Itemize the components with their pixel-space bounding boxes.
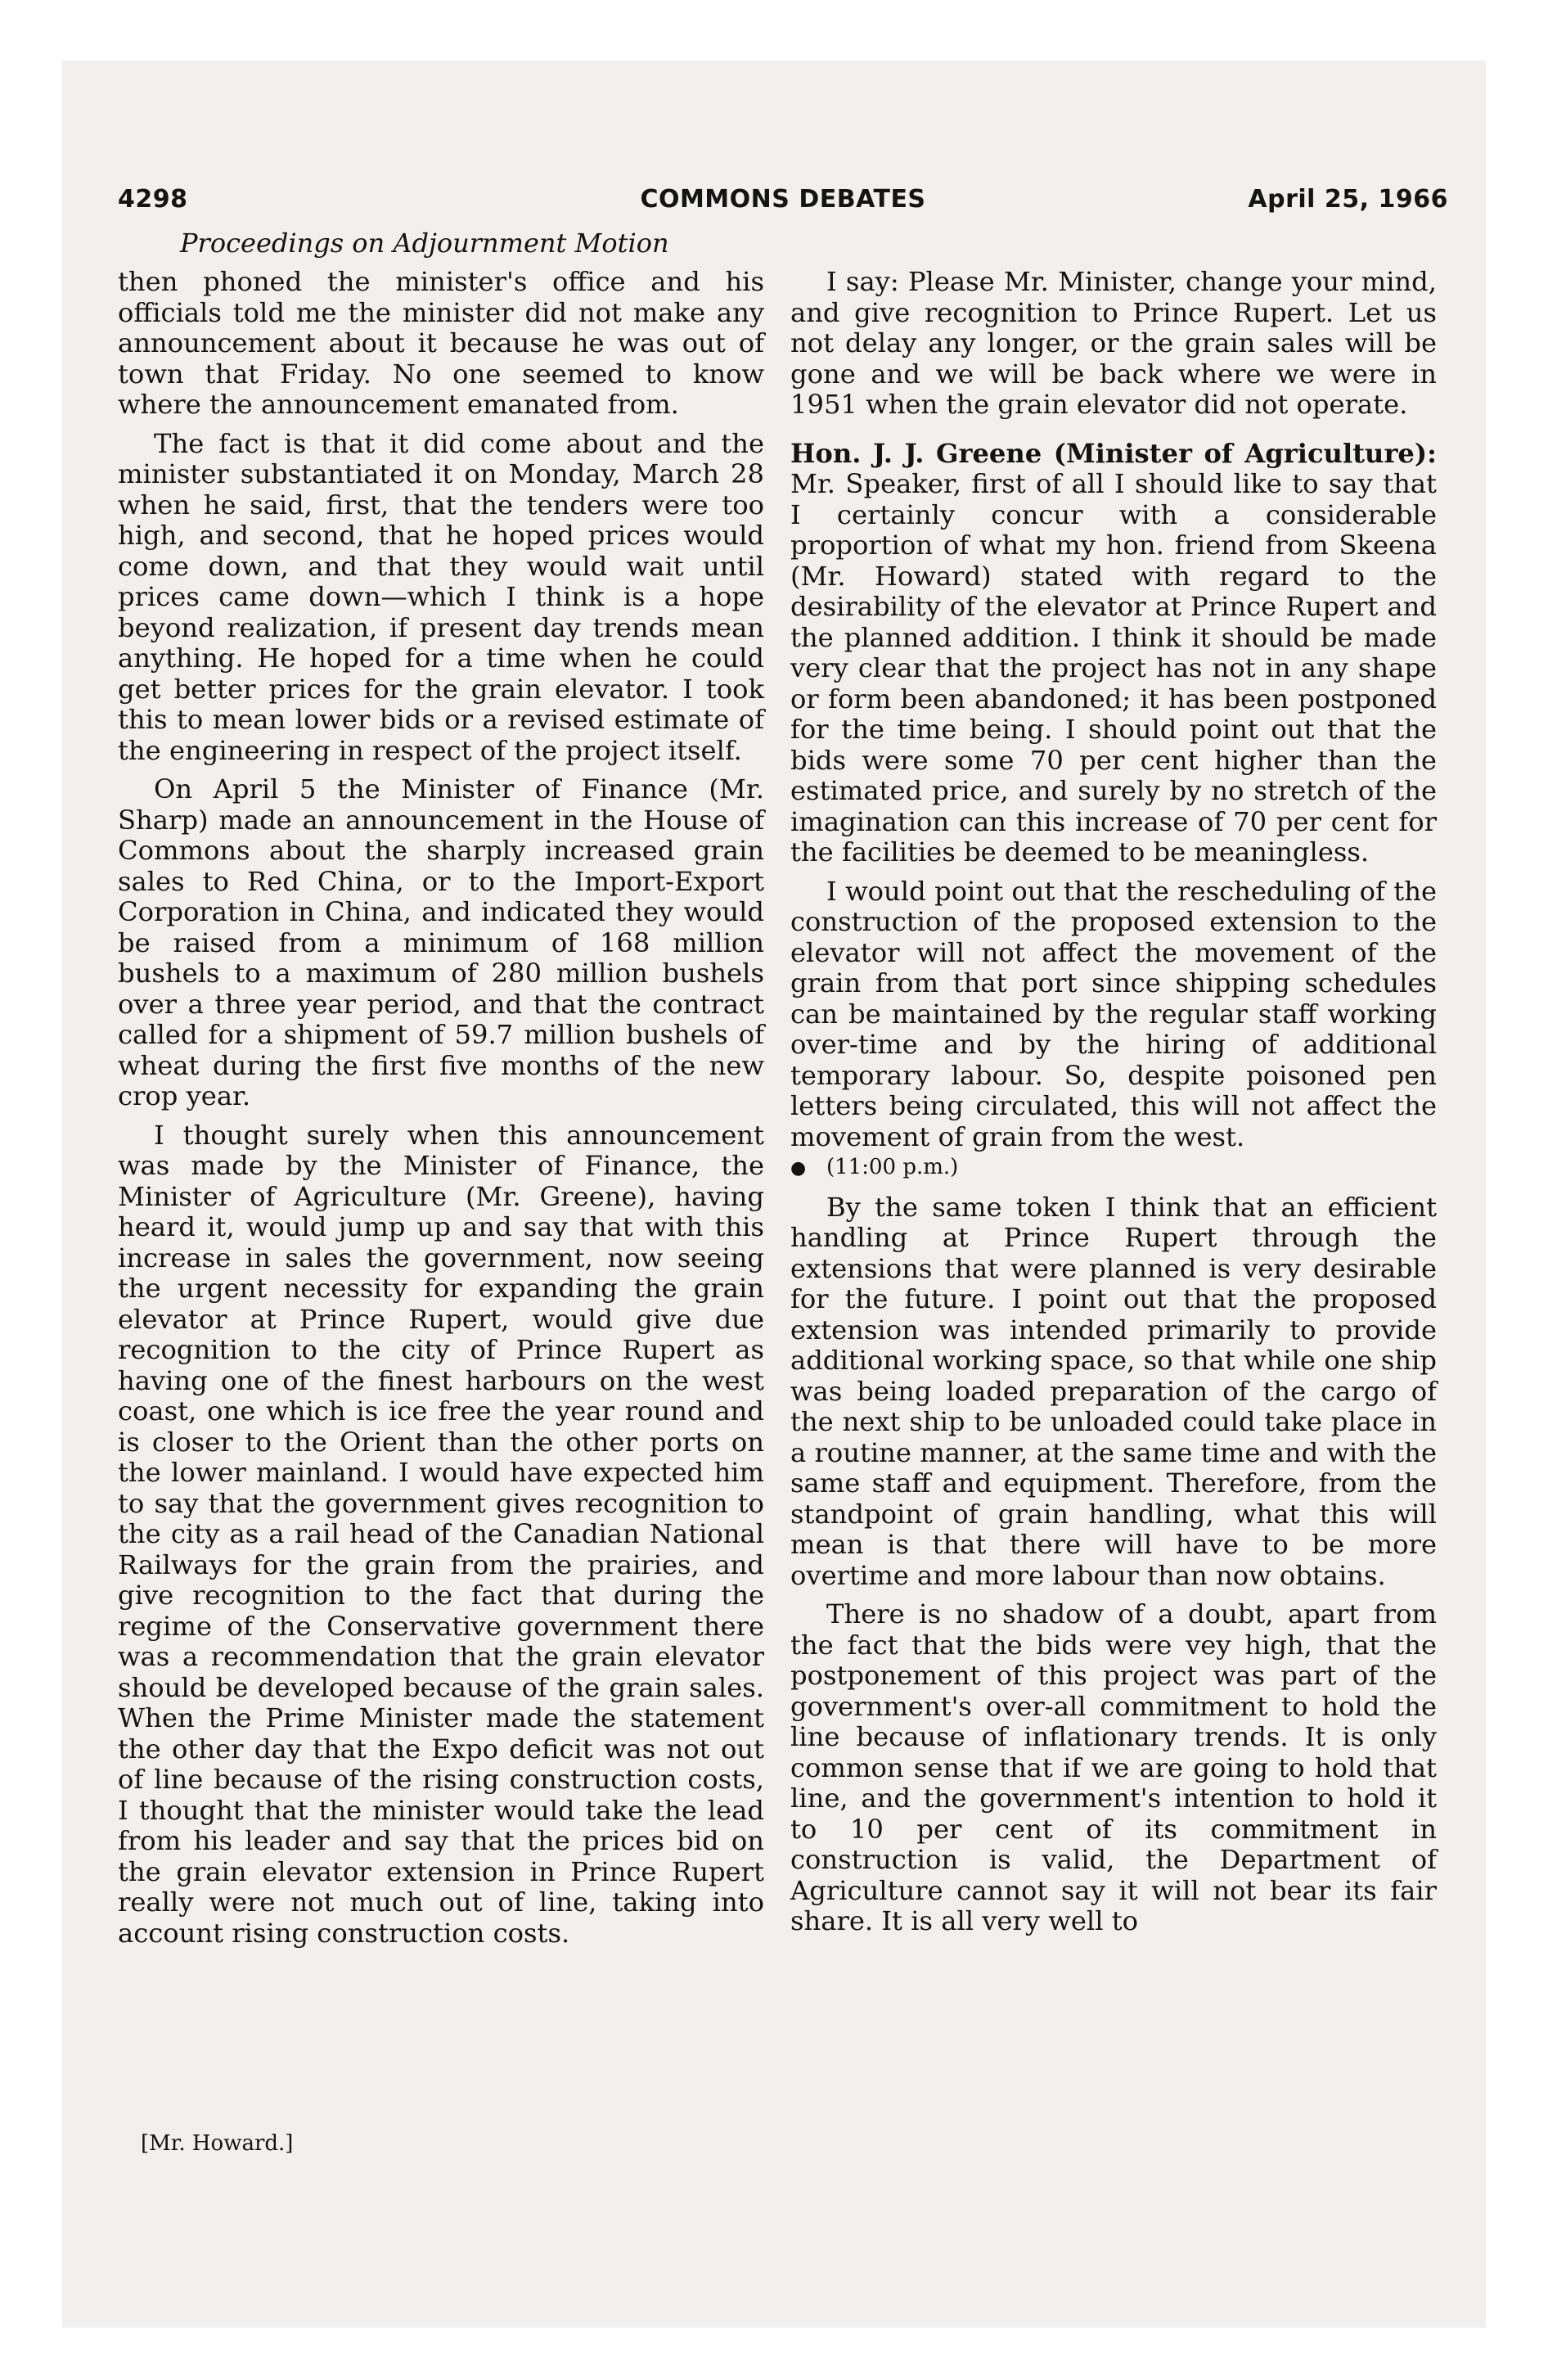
left-column — [118, 267, 764, 1949]
paragraph: There is no shadow of a doubt, apart from the fact that the bids were vey high, that the postponement of this project was part of the government's over-all commitment to hold the line because of inflationary trends. It is only common sense that if we are going to hold that line, and the government's intention to hold it to 10 per cent of its commitment in construction is valid, the Department of Agriculture cannot say it will not bear its fair share. It is all very well to — [790, 1598, 1437, 1936]
speech-text: Mr. Speaker, first of all I should like to say that I certainly concur with a considerable proportion of what my hon. friend from Skeena (Mr. Howard) stated with regard to the desirability of the elevator at Prince Rupert and the planned addition. I think it should be made very clear that the project has not in any shape or form been abandoned; it has been postponed for the time being. I should point out that the bids were some 70 per cent higher than the estimated price, and surely by no stretch of the imagination can this increase of 70 per cent for the facilities be deemed to be meaningless. — [790, 468, 1437, 868]
issue-date: April 25, 1966 — [1248, 185, 1448, 214]
page-header — [118, 185, 1448, 223]
speech-paragraph — [790, 439, 1437, 868]
paragraph: The fact is that it did come about and the minister substantiated it on Monday, March 28 when he said, first, that the tenders were too high, and second, that he hoped prices would come down, and that they would wait until prices came down—which I think is a hope beyond realization, if present day trends mean anything. He hoped for a time when he could get better prices for the grain elevator. I took this to mean lower bids or a revised estimate of the engineering in respect of the project itself. — [118, 427, 764, 766]
paragraph: By the same token I think that an efficient handling at Prince Rupert through the extensions that were planned is very desirable for the future. I point out that the proposed extension was intended primarily to provide additional working space, so that while one ship was being loaded preparation of the cargo of the next ship to be unloaded could take place in a routine manner, at the same time and with the same staff and equipment. Therefore, from the standpoint of grain handling, what this will mean is that there will have to be more overtime and more labour than now obtains. — [790, 1191, 1437, 1591]
paragraph: then phoned the minister's office and his officials told me the minister did not make any announcement about it because he was out of town that Friday. No one seemed to know where the announcement emanated from. — [118, 266, 764, 420]
paragraph: I would point out that the rescheduling of the construction of the proposed extension to the elevator will not affect the movement of the grain from that port since shipping schedules can be maintained by the regular staff working over-time and by the hiring of additional temporary labour. So, despite poisoned pen letters being circulated, this will not affect the movement of grain from the west. — [790, 875, 1437, 1152]
running-head: Proceedings on Adjournment Motion — [180, 228, 669, 259]
paragraph: On April 5 the Minister of Finance (Mr. Sharp) made an announcement in the House of Commons about the sharply increased grain sales to Red China, or to the Import-Export Corporation in China, and indicated they would be raised from a minimum of 168 million bushels to a maximum of 280 million bushels over a three year period, and that the contract called for a shipment of 59.7 million bushels of wheat during the first five months of the new crop year. — [118, 773, 764, 1111]
time-marker — [790, 1152, 1437, 1184]
paragraph: I thought surely when this announcement was made by the Minister of Finance, the Minister of Agriculture (Mr. Greene), having heard it, would jump up and say that with this increase in sales the government, now seeing the urgent necessity for expanding the grain elevator at Prince Rupert, would give due recognition to the city of Prince Rupert as having one of the finest harbours on the west coast, one which is ice free the year round and is closer to the Orient than the other ports on the lower mainland. I would have expected him to say that the government gives recognition to the city as a rail head of the Canadian National Railways for the grain from the prairies, and give recognition to the fact that during the regime of the Conservative government there was a recommendation that the grain elevator should be developed because of the grain sales. When the Prime Minister made the statement the other day that the Expo deficit was not out of line because of the rising construction costs, I thought that the minister would take the lead from his leader and say that the prices bid on the grain elevator extension in Prince Rupert really were not much out of line, taking into account rising construction costs. — [118, 1119, 764, 1949]
speaker-name: Hon. J. J. Greene (Minister of Agriculture): — [790, 437, 1437, 469]
page-number: 4298 — [118, 185, 188, 214]
publication-title: COMMONS DEBATES — [640, 185, 926, 214]
right-column — [790, 267, 1437, 1937]
bullet-icon: ● — [790, 1158, 807, 1179]
time-marker-text: (11:00 p.m.) — [826, 1155, 959, 1179]
speaker-attribution: [Mr. Howard.] — [141, 2131, 294, 2156]
paragraph: I say: Please Mr. Minister, change your mind, and give recognition to Prince Rupert. Let us not delay any longer, or the grain sales will be gone and we will be back where we were in 1951 when the grain elevator did not operate. — [790, 266, 1437, 420]
